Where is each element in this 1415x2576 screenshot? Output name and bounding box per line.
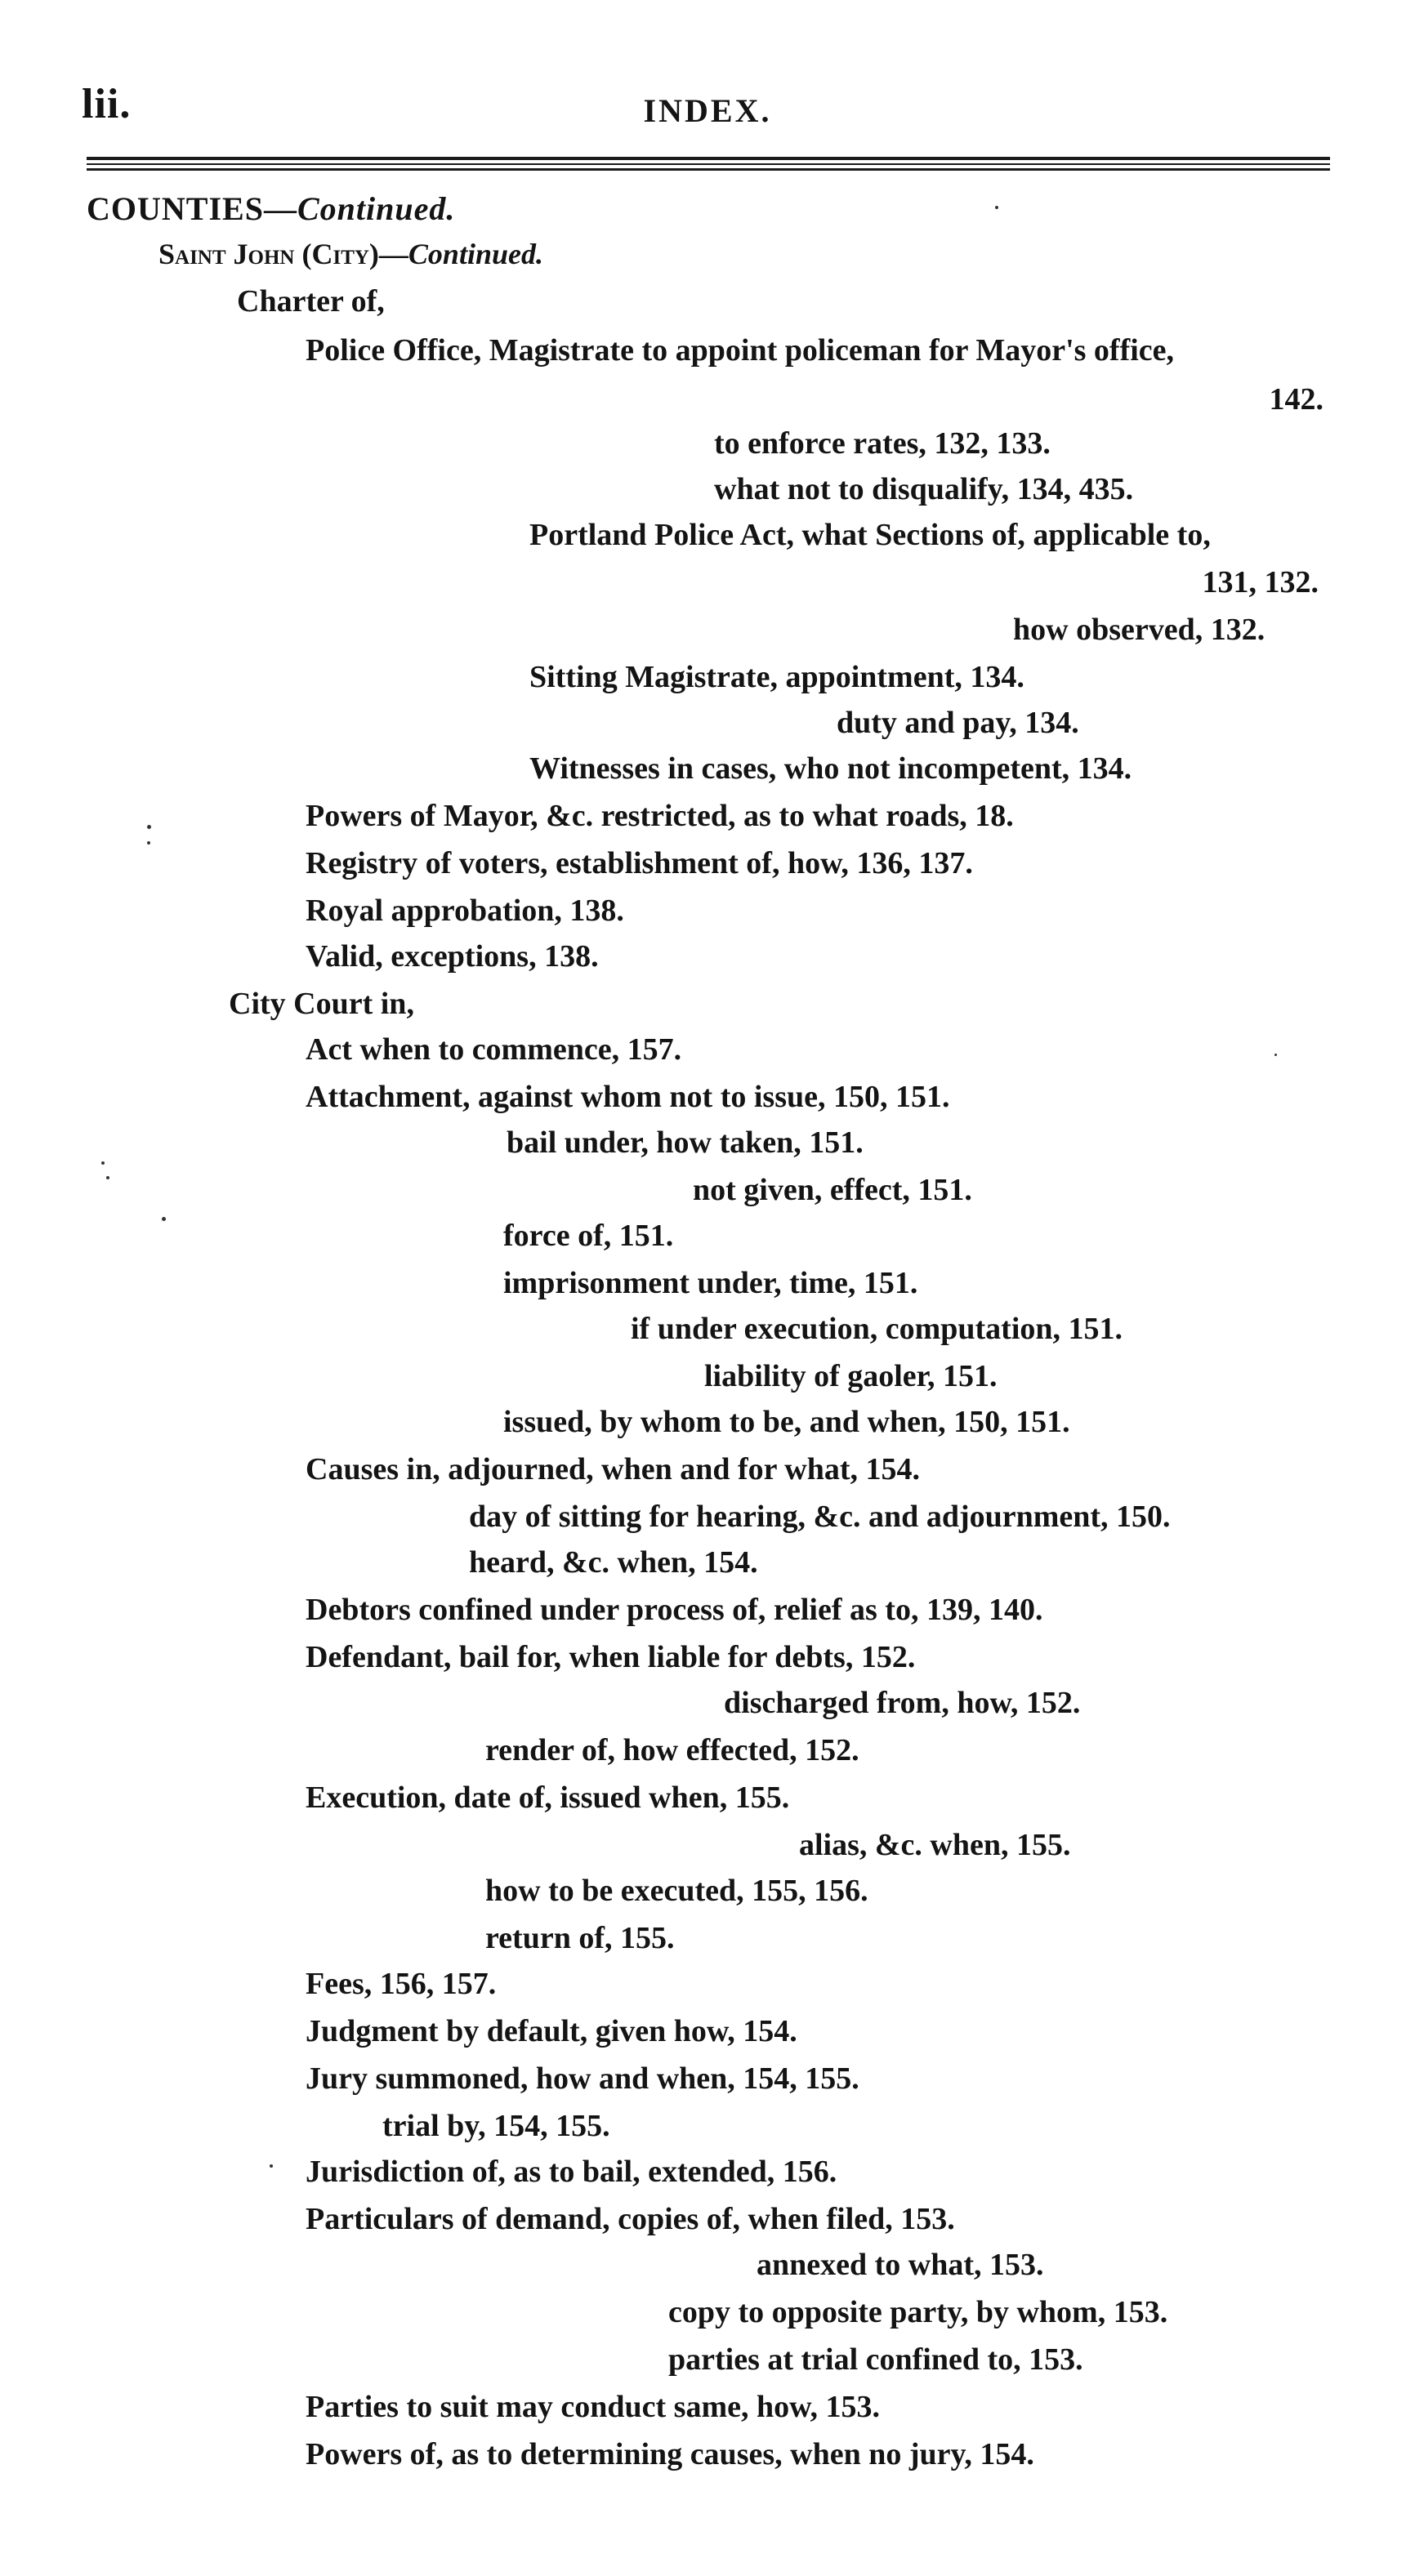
index-entry: to enforce rates, 132, 133.	[714, 426, 1051, 461]
index-entry: Charter of,	[237, 284, 385, 319]
print-speck	[162, 1217, 166, 1221]
index-entry: return of, 155.	[485, 1921, 675, 1955]
index-entry: Jury summoned, how and when, 154, 155.	[306, 2061, 859, 2096]
index-entry: if under execution, computation, 151.	[631, 1312, 1123, 1346]
index-entry: Powers of, as to determining causes, when no jury, 154.	[306, 2437, 1034, 2471]
index-entry: bail under, how taken, 151.	[507, 1125, 864, 1160]
index-entry: Police Office, Magistrate to appoint policeman for Mayor's office,	[306, 333, 1175, 368]
index-entry: alias, &c. when, 155.	[799, 1828, 1071, 1862]
header-rule	[87, 157, 1330, 160]
index-entry: 142.	[1269, 382, 1323, 417]
index-entry: Parties to suit may conduct same, how, 153.	[306, 2390, 880, 2424]
page-number: lii.	[82, 81, 132, 127]
index-entry: force of, 151.	[503, 1219, 674, 1253]
index-entry: Valid, exceptions, 138.	[306, 939, 599, 974]
index-entry: render of, how effected, 152.	[485, 1733, 859, 1767]
print-speck	[101, 1161, 105, 1165]
index-entry: Debtors confined under process of, relief as to, 139, 140.	[306, 1593, 1043, 1627]
index-entry: issued, by whom to be, and when, 150, 151.	[503, 1405, 1070, 1439]
index-entry: Execution, date of, issued when, 155.	[306, 1780, 790, 1815]
index-heading-counties: COUNTIES—Continued.	[87, 190, 456, 227]
index-entry: Registry of voters, establishment of, how, 136, 137.	[306, 846, 973, 880]
index-entry: day of sitting for hearing, &c. and adjournment, 150.	[469, 1500, 1171, 1534]
print-speck	[1274, 1054, 1277, 1056]
index-entry: Portland Police Act, what Sections of, applicable to,	[529, 518, 1211, 552]
running-head: INDEX.	[643, 92, 772, 129]
index-entry: how to be executed, 155, 156.	[485, 1874, 868, 1908]
print-speck	[106, 1176, 109, 1179]
header-rule	[87, 168, 1330, 171]
index-entry: discharged from, how, 152.	[724, 1686, 1081, 1720]
index-entry: Fees, 156, 157.	[306, 1967, 497, 2001]
index-entry: Defendant, bail for, when liable for debts, 152.	[306, 1640, 916, 1674]
print-speck	[147, 841, 150, 845]
index-entry: liability of gaoler, 151.	[704, 1359, 998, 1393]
index-entry: Judgment by default, given how, 154.	[306, 2014, 797, 2048]
index-entry: City Court in,	[229, 987, 414, 1021]
index-entry: what not to disqualify, 134, 435.	[714, 472, 1134, 506]
index-subheading-saint-john: Saint John (City)—Continued.	[158, 238, 543, 270]
index-entry: parties at trial confined to, 153.	[668, 2342, 1083, 2377]
index-entry: Sitting Magistrate, appointment, 134.	[529, 660, 1024, 694]
index-entry: Royal approbation, 138.	[306, 894, 624, 928]
index-entry: Particulars of demand, copies of, when filed, 153.	[306, 2202, 955, 2236]
index-entry: duty and pay, 134.	[837, 706, 1079, 740]
index-entry: heard, &c. when, 154.	[469, 1545, 758, 1580]
index-entry: trial by, 154, 155.	[382, 2109, 610, 2143]
index-entry: Jurisdiction of, as to bail, extended, 156.	[306, 2155, 837, 2189]
index-entry: Causes in, adjourned, when and for what, 154.	[306, 1452, 921, 1486]
index-entry: how observed, 132.	[1013, 613, 1265, 647]
print-speck	[995, 206, 998, 209]
print-speck	[147, 825, 151, 829]
index-entry: Act when to commence, 157.	[306, 1032, 682, 1067]
index-entry: 131, 132.	[1202, 565, 1319, 599]
index-entry: imprisonment under, time, 151.	[503, 1266, 918, 1300]
index-entry: not given, effect, 151.	[693, 1173, 972, 1207]
index-entry: copy to opposite party, by whom, 153.	[668, 2295, 1168, 2329]
index-entry: annexed to what, 153.	[757, 2248, 1044, 2282]
print-speck	[270, 2164, 273, 2168]
index-entry: Attachment, against whom not to issue, 150, 151.	[306, 1080, 950, 1114]
index-entry: Witnesses in cases, who not incompetent, 134.	[529, 751, 1132, 786]
index-entry: Powers of Mayor, &c. restricted, as to what roads, 18.	[306, 799, 1014, 833]
header-rule	[87, 163, 1330, 165]
